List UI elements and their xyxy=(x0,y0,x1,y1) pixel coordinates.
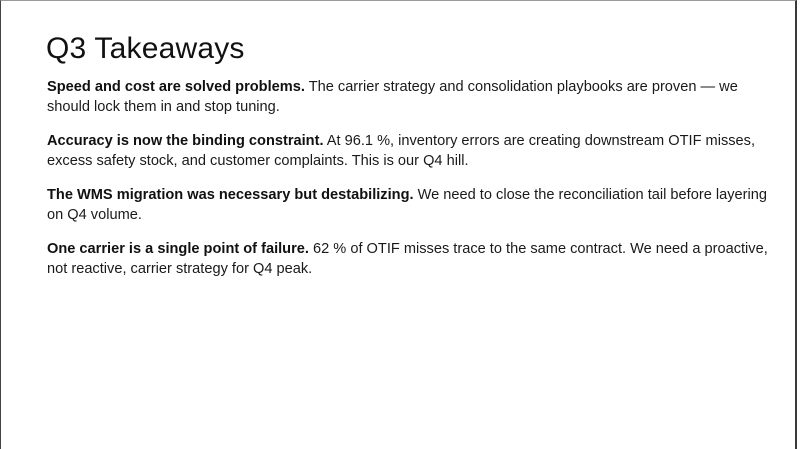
takeaways-list xyxy=(47,77,777,293)
takeaway-text: 62 % of OTIF misses trace to the same contract. We need a proactive, not reactive, carrier strategy for Q4 peak. xyxy=(47,241,768,277)
takeaway-text: At 96.1 %, inventory errors are creating downstream OTIF misses, excess safety stock, and customer complaints. This is our Q4 hill. xyxy=(47,133,755,169)
takeaway-accuracy xyxy=(47,131,777,171)
slide-title: Q3 Takeaways xyxy=(46,32,245,65)
takeaway-lead: Speed and cost are solved problems. xyxy=(47,79,305,95)
takeaway-carrier-risk xyxy=(47,239,777,279)
takeaway-lead: Accuracy is now the binding constraint. xyxy=(47,133,324,149)
takeaway-lead: The WMS migration was necessary but destabilizing. xyxy=(47,187,414,203)
takeaway-wms-migration xyxy=(47,185,777,225)
takeaway-text: The carrier strategy and consolidation playbooks are proven — we should lock them in and stop tuning. xyxy=(47,79,738,115)
takeaway-lead: One carrier is a single point of failure. xyxy=(47,241,309,257)
takeaway-text: We need to close the reconciliation tail before layering on Q4 volume. xyxy=(47,187,767,223)
takeaway-speed-cost xyxy=(47,77,777,117)
